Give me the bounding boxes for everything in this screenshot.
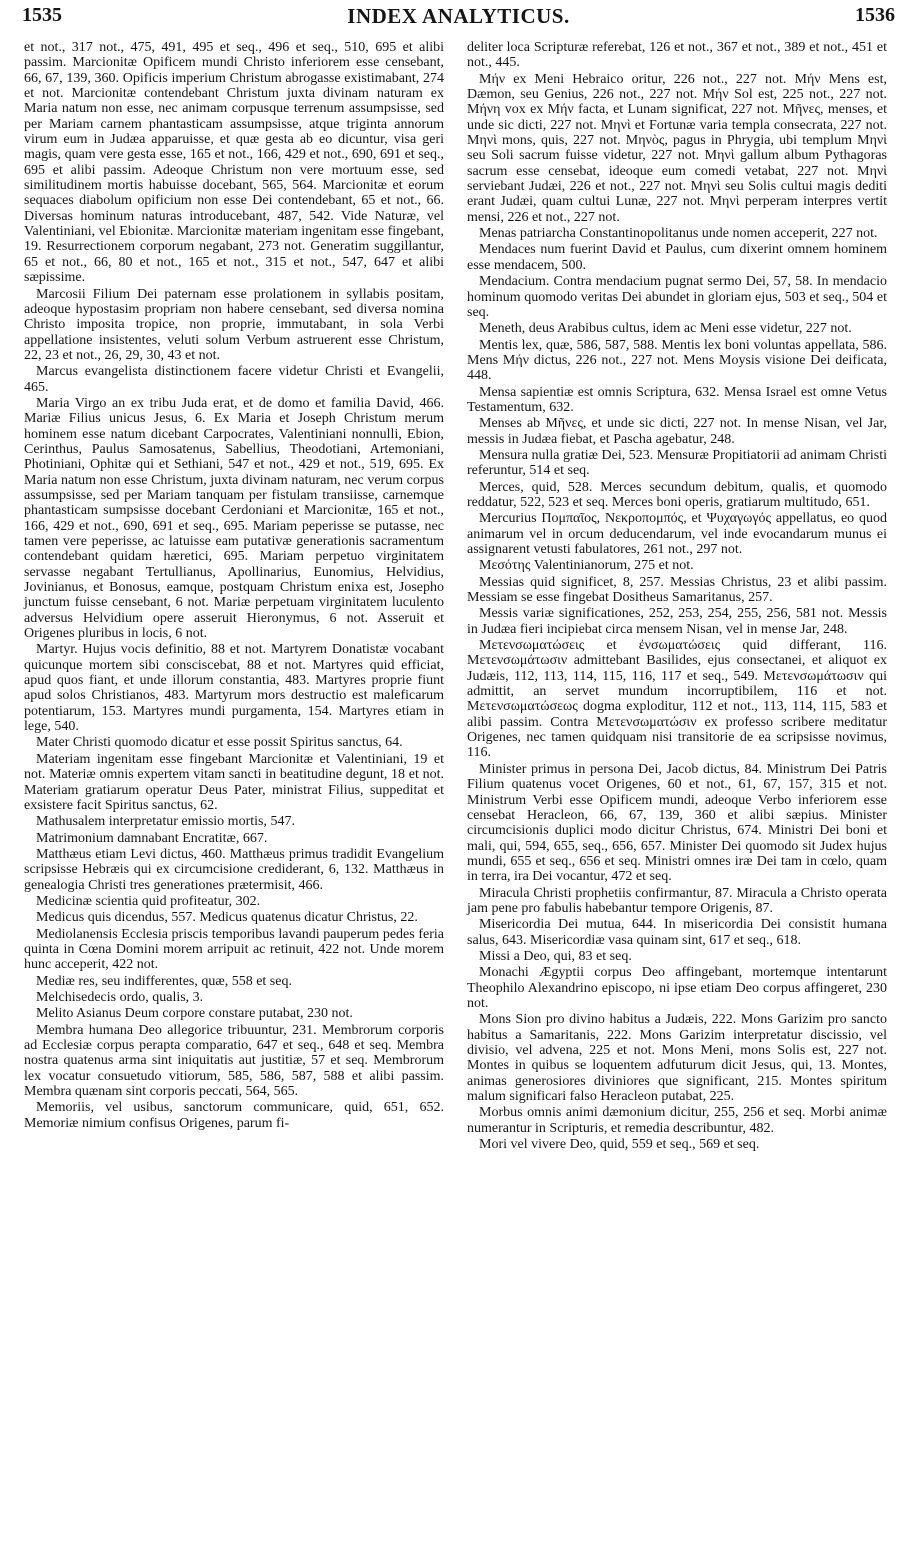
index-entry: Medicus quis dicendus, 557. Medicus quatenus dicatur Christus, 22.	[36, 910, 418, 926]
index-entry: Μήν ex Meni Hebraico oritur, 226 not., 227 not. Μήν Mens est, Dæmon, seu Genius, 226 not., 227 not. Μήν Sol est, 225 not., 227 not. Μήνη vox ex Μήν facta, et Lunam significat, 227 not. Μῆνες, menses, et unde sic dicti, 227 not. Μηνὶ et Fortunæ varia templa consecrata, 227 not. Μηνὶ mons, quis, 227 not. Μηνὸς, pagus in Phrygia, ubi templum Μηνὶ seu Soli sacrum fuisse videtur, 227 not. Μηνὶ gallum album Pythagoras sacrum esse censebat, ideoque eum comedi vetabat, 227 not. Μηνὶ serviebant Judæi, 226 et not., 227 not. Μηνὶ seu Solis cultui magis dediti erant Judæi, quam cultui Lunæ, 227 not. Μηνὶ perperam interpres vertit mensi, 226 et not., 227 not.	[467, 71, 887, 225]
index-entry: Mercurius Πομπαῖος, Νεκροπομπός, et Ψυχαγωγός appellatus, eo quod animarum vel in orcum deducendarum, vel inde evocandarum munus ei assignarent vetusti fabulatores, 261 not., 297 not.	[467, 511, 887, 557]
index-entry: Messis variæ significationes, 252, 253, 254, 255, 256, 581 not. Messis in Judæa fieri incipiebat circa mensem Nisan, vel in mense Jar, 248.	[467, 606, 887, 637]
index-entry: deliter loca Scripturæ referebat, 126 et not., 367 et not., 389 et not., 451 et not., 445.	[467, 40, 887, 71]
index-entry: Matrimonium damnabant Encratitæ, 667.	[36, 830, 268, 846]
index-entry: Μετενσωματώσεις et ἐνσωματώσεις quid differant, 116. Μετενσωμάτωσιν admittebant Basilides, ejus consectanei, et aliquot ex Judæis, 112, 113, 114, 115, 116, 117 et seq., 549. Μετενσωμάτωσιν qui admittit, an servet mundum incorruptibilem, 116 et not. Μετενσωματώσεως dogma exploditur, 112 et not., 113, 114, 115, 583 et alibi passim. Contra Μετενσωματώσιν ex professo scribere meditatur Origenes, nec tamen quidquam nisi transitorie de ea scripsisse novimus, 116.	[467, 638, 887, 761]
index-entry: Missi a Deo, qui, 83 et seq.	[479, 948, 632, 964]
index-entry: Mediolanensis Ecclesia priscis temporibus lavandi pauperum pedes feria quinta in Cœna Domini morem arripuit ac retinuit, 422 not. Unde morem hunc acceperit, 422 not.	[24, 926, 444, 973]
page-number-right: 1536	[855, 4, 895, 26]
index-entry: Mendaces num fuerint David et Paulus, cum dixerint omnem hominem esse mendacem, 500.	[467, 242, 887, 273]
index-entry: Misericordia Dei mutua, 644. In misericordia Dei consistit humana salus, 643. Misericordiæ vasa quinam sint, 617 et seq., 618.	[467, 917, 887, 948]
index-entry: Menses ab Μῆνες, et unde sic dicti, 227 not. In mense Nisan, vel Jar, messis in Judæa fiebat, et Pascha agebatur, 248.	[467, 416, 887, 447]
right-column	[467, 40, 887, 1153]
index-entry: Melchisedecis ordo, qualis, 3.	[36, 989, 204, 1005]
index-entry: Menas patriarcha Constantinopolitanus unde nomen acceperit, 227 not.	[479, 226, 878, 242]
index-entry: Μεσότης Valentinianorum, 275 et not.	[479, 558, 694, 574]
index-entry: Matthæus etiam Levi dictus, 460. Matthæus primus tradidit Evangelium scripsisse Hebræis qui ex circumcisione crediderant, 6, 132. Matthæus in genealogia Christi tres generationes prætermisit, 466.	[24, 846, 444, 893]
index-entry: et not., 317 not., 475, 491, 495 et seq., 496 et seq., 510, 695 et alibi passim. Marcionitæ Opificem mundi Christo inferiorem esse censebant, 66, 67, 139, 360. Opificis imperium Christum abrogasse existimabant, 274 et not. Marcionitæ contendebant Christum juxta divinam naturam ex Maria natum non esse, nec animam corpusque terrenum assumpsisse, sed per Mariam carnem phantasticam assumpsisse, atque triginta annorum virum eum in Judæa apparuisse, et quæ gesta ab eo dicuntur, visa geri magis, quam vere gesta esse, 165 et not., 166, 429 et not., 690, 691 et seq., 695 et alibi passim. Adeoque Christum non vere mortuum esse, sed similitudinem mortis habuisse docebant, 565, 564. Marcionitæ et eorum sequaces diabolum opificium non esse Dei contendebant, 65 et not., 66. Diversas hominum naturas introducebant, 487, 542. Vide Naturæ, vel Valentiniani, vel Ebionitæ. Marcionitæ materiam ingenitam esse fingebant, 19. Resurrectionem corporum negabant, 273 not. Generatim suggillantur, 65 et not., 66, 80 et not., 165 et not., 315 et not., 547, 647 et alibi sæpissime.	[24, 40, 444, 286]
index-entry: Mensa sapientiæ est omnis Scriptura, 632. Mensa Israel est omne Vetus Testamentum, 632.	[467, 384, 887, 415]
index-entry: Mons Sion pro divino habitus a Judæis, 222. Mons Garizim pro sancto habitus a Samaritanis, 222. Mons Garizim interpretatur discissio, vel divisio, vel advena, 225 et not. Mons Meni, mons Solis est, 227 not. Montes in quibus se loquentem adfuturum dicit Jesus, qui, 13. Montes, animas generosiores diviniores que significant, 215. Montes spiritum malum significari falso Heracleon putabat, 225.	[467, 1012, 887, 1105]
page-number-left: 1535	[22, 4, 62, 26]
left-column	[24, 40, 444, 1132]
index-entry: Meneth, deus Arabibus cultus, idem ac Meni esse videtur, 227 not.	[479, 321, 852, 337]
index-entry: Merces, quid, 528. Merces secundum debitum, qualis, et quomodo reddatur, 522, 523 et seq. Merces boni operis, gratiarum multitudo, 651.	[467, 479, 887, 510]
index-entry: Mensura nulla gratiæ Dei, 523. Mensuræ Propitiatorii ad animam Christi referuntur, 514 et seq.	[467, 447, 887, 479]
index-entry: Marcus evangelista distinctionem facere videtur Christi et Evangelii, 465.	[24, 364, 444, 395]
index-entry: Marcosii Filium Dei paternam esse prolationem in syllabis positam, adeoque hypostasim propriam non habere censebant, sed diversa nomina Christo imposita tropice, non proprie, immutabant, in sola Verbi appellatione insistentes, veluti solum Verbum astruerent esse Christum, 22, 23 et not., 26, 29, 30, 43 et not.	[24, 286, 444, 363]
index-entry: Mendacium. Contra mendacium pugnat sermo Dei, 57, 58. In mendacio hominum quomodo veritas Dei abundet in gloriam ejus, 503 et seq., 504 et seq.	[467, 274, 887, 320]
index-entry: Messias quid significet, 8, 257. Messias Christus, 23 et alibi passim. Messiam se esse fingebat Dositheus Samaritanus, 257.	[467, 574, 887, 606]
index-entry: Martyr. Hujus vocis definitio, 88 et not. Martyrem Donatistæ vocabant quicunque mortem sibi consciscebat, 88 et not. Martyres quid efficiat, apud quos fiant, et unde illorum constantia, 483. Martyres proprie fiunt apud solos Christianos, 483. Martyrum mors destructio est maleficarum potentiarum, 153. Martyres mundi purgamenta, 154. Martyres etiam in lege, 540.	[24, 642, 444, 735]
index-entry: Memoriis, vel usibus, sanctorum communicare, quid, 651, 652. Memoriæ nimium confisus Origenes, parum fi-	[24, 1100, 444, 1131]
index-entry: Mori vel vivere Deo, quid, 559 et seq., 569 et seq.	[479, 1137, 760, 1153]
index-entry: Minister primus in persona Dei, Jacob dictus, 84. Ministrum Dei Patris Filium quatenus vocet Origenes, 60 et not., 61, 67, 157, 315 et not. Ministrum Verbi esse Opificem mundi, adeoque Verbo inferiorem esse censebat Heracleon, 66, 67, 139, 360 et alibi sæpius. Minister circumcisionis duplici modo dicitur Christus, 674. Ministri Dei boni et mali, qui, 594, 655, seq., 656, 657. Minister Dei quomodo sit Judex hujus mundi, 655 et seq., 656 et seq. Ministri omnes iræ Dei tam in cœlo, quam in terra, ira Dei vocantur, 472 et seq.	[467, 761, 887, 885]
index-entry: Miracula Christi prophetiis confirmantur, 87. Miracula a Christo operata jam pene pro fabulis habebantur tempore Origenis, 87.	[467, 885, 887, 916]
index-entry: Melito Asianus Deum corpore constare putabat, 230 not.	[36, 1006, 353, 1022]
index-entry: Mater Christi quomodo dicatur et esse possit Spiritus sanctus, 64.	[36, 735, 403, 751]
running-title: INDEX ANALYTICUS.	[347, 4, 570, 28]
index-entry: Mediæ res, seu indifferentes, quæ, 558 et seq.	[36, 973, 292, 989]
running-header	[22, 0, 895, 40]
index-entry: Medicinæ scientia quid profiteatur, 302.	[36, 893, 261, 909]
index-entry: Maria Virgo an ex tribu Juda erat, et de domo et familia David, 466. Mariæ Filius unicus Jesus, 6. Ex Maria et Joseph Christum merum hominem esse natum dicebant Carpocrates, Valentiniani nonnulli, Ebion, Cerinthus, Paulus Samosatenus, Sabellius, Theodotiani, Artemoniani, Photiniani, Ophitæ qui et Sethiani, 547 et not., 429 et not., 519, 695. Ex Maria natum non esse Christum, juxta divinam naturam, nec verum corpus assumpsisse, sed per Mariam tanquam per fistulam transiisse, carnemque phantasticam sumpsisse docebant Cerdoniani et Marcionitæ, 165 et not., 166, 429 et not., 690, 691 et seq., 695. Mariam peperisse se putasse, nec tamen vere peperisse, ac latuisse eam putativæ generationis sacramentum contendebant quidam hæretici, 695. Mariam perpetuo virginitatem servasse negabant Tertullianus, Apollinarius, Eunomius, Helvidius, Jovinianus, et Bonosus, eamque, postquam Christum enixa est, Josepho junctum fuisse censebant, 6 not. Mariæ perpetuam virginitatem luculento adversus Helvidium opere asseruit Hieronymus, 6 not. Asseruit et Origenes pluribus in locis, 6 not.	[24, 395, 444, 642]
index-entry: Mentis lex, quæ, 586, 587, 588. Mentis lex boni voluntas appellata, 586. Mens Μήν dictus, 226 not., 227 not. Mens Moysis visione Dei deificata, 448.	[467, 337, 887, 384]
index-entry: Monachi Ægyptii corpus Deo affingebant, mortemque intentarunt Theophilo Alexandrino episcopo, ni ipse etiam Deo corpus affingeret, 230 not.	[467, 965, 887, 1011]
index-entry: Morbus omnis animi dæmonium dicitur, 255, 256 et seq. Morbi animæ numerantur in Scripturis, et remedia describuntur, 482.	[467, 1105, 887, 1136]
index-entry: Materiam ingenitam esse fingebant Marcionitæ et Valentiniani, 19 et not. Materiæ omnis expertem vitam sancti in beatitudine degunt, 18 et not. Materiam gratiarum operatur Deus Pater, ministrat Filius, suppeditat et exsistere facit Spiritus sanctus, 62.	[24, 751, 444, 813]
index-entry: Membra humana Deo allegorice tribuuntur, 231. Membrorum corporis ad Ecclesiæ corpus perapta comparatio, 647 et seq., 648 et seq. Membra nostra quatenus arma sint iniquitatis aut justitiæ, 57 et seq. Membrorum lex vocatur consuetudo vitiorum, 585, 586, 587, 588 et alibi passim. Membra quænam sint corporis peccati, 564, 565.	[24, 1022, 444, 1100]
index-entry: Mathusalem interpretatur emissio mortis, 547.	[36, 814, 295, 830]
